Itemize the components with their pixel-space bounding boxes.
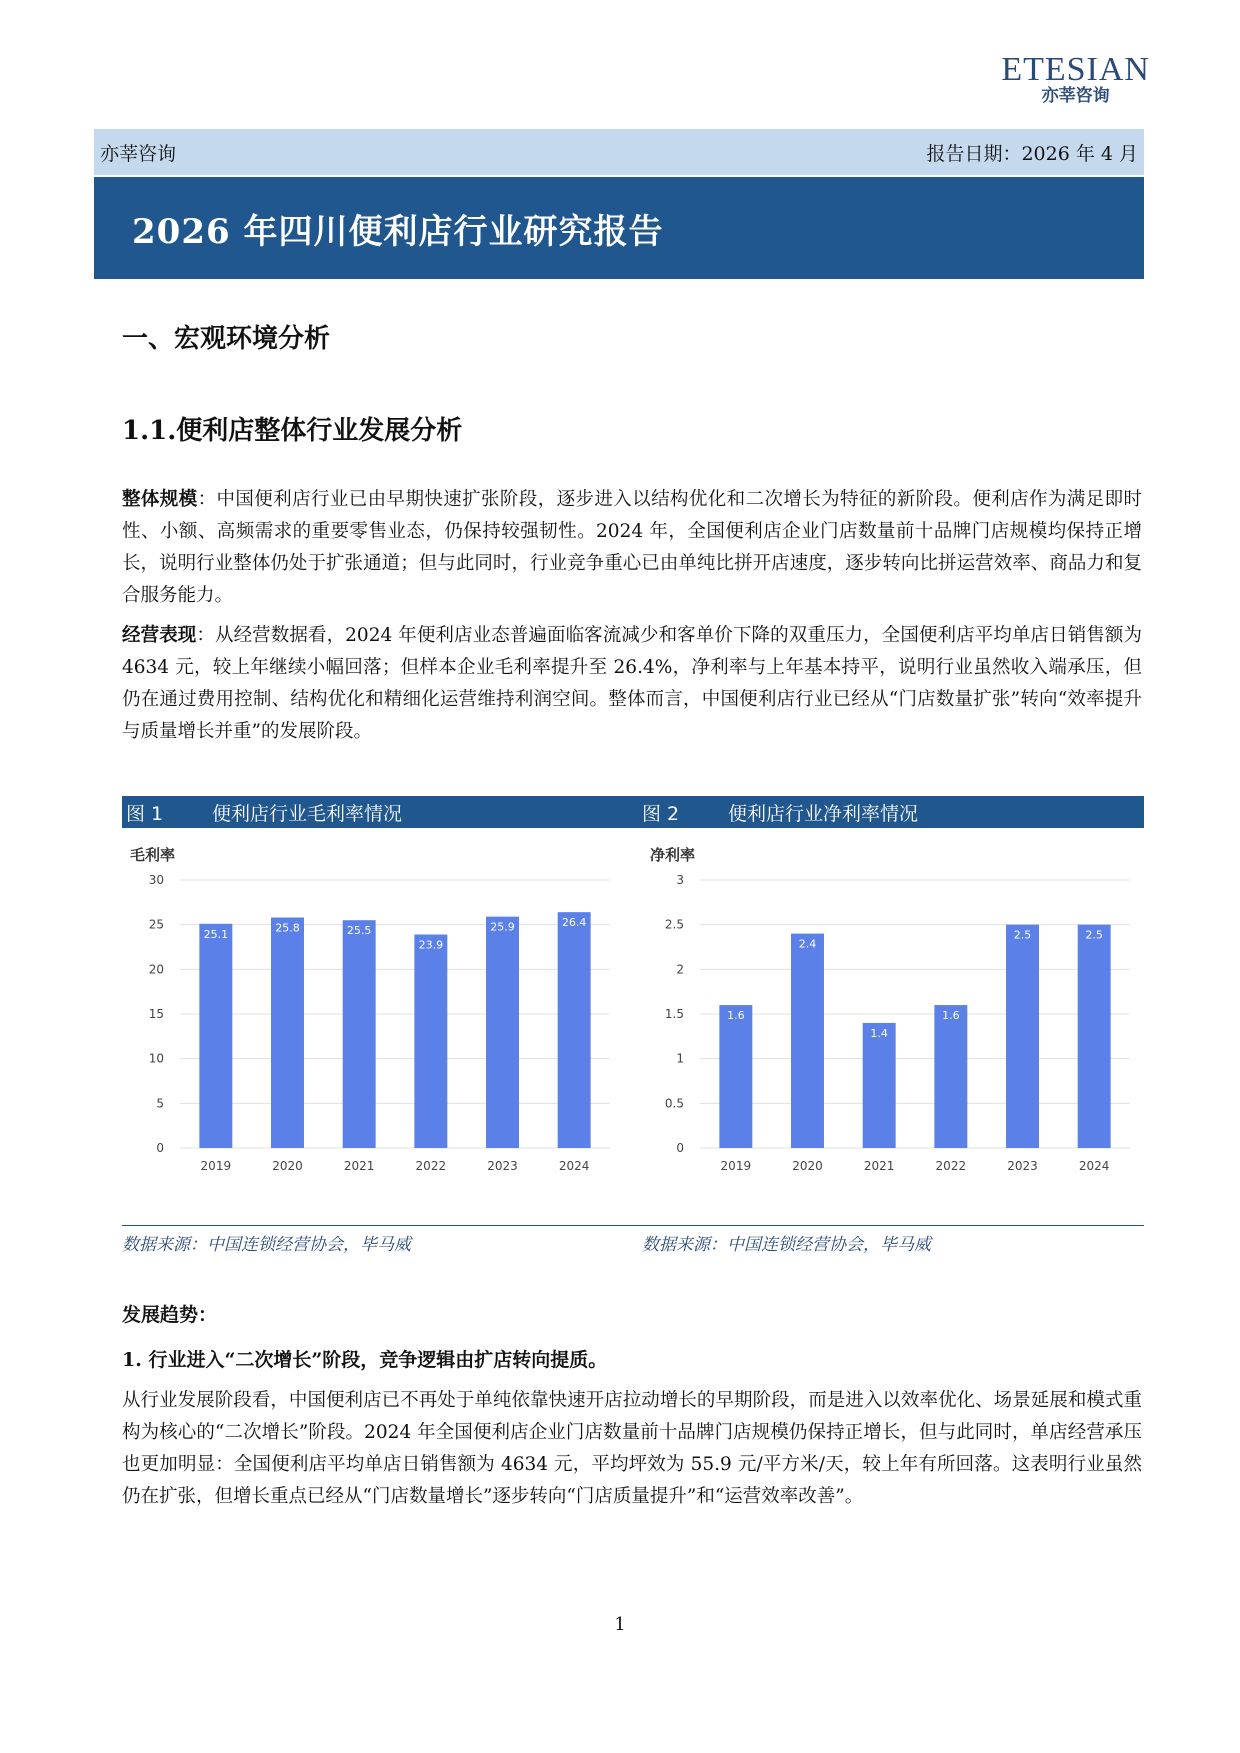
figure-1-source: 数据来源：中国连锁经营协会，毕马威: [122, 1235, 411, 1255]
bar: [414, 934, 447, 1148]
gross-margin-chart-svg: [122, 838, 622, 1223]
bar: [791, 934, 824, 1148]
x-tick-label: 2021: [863, 1159, 895, 1173]
y-tick-label: 1: [676, 1051, 684, 1066]
brand-logo: [1001, 52, 1150, 106]
report-header-bar: [94, 129, 1144, 175]
y-tick-label: 1.5: [664, 1007, 684, 1021]
data-label: 25.5: [346, 924, 372, 938]
y-tick-label: 30: [148, 873, 164, 887]
bar: [199, 924, 232, 1148]
bar: [558, 912, 591, 1148]
trends-label: 发展趋势：: [122, 1304, 218, 1326]
section-heading: 一、宏观环境分析: [122, 324, 331, 354]
figure-2-source: 数据来源：中国连锁经营协会，毕马威: [642, 1235, 931, 1255]
figure-title: 便利店行业毛利率情况: [212, 802, 403, 825]
data-label: 23.9: [418, 938, 444, 952]
header-org: 亦莘咨询: [100, 142, 177, 165]
figure-number: 图 2: [642, 802, 680, 825]
bar: [1078, 925, 1111, 1148]
y-tick-label: 0: [676, 1141, 684, 1155]
y-tick-label: 5: [156, 1096, 164, 1111]
bar: [719, 1005, 752, 1148]
x-tick-label: 2020: [272, 1159, 303, 1173]
net-margin-chart-svg: [642, 838, 1142, 1223]
figure-1-caption-bar: [122, 796, 642, 828]
y-tick-label: 0.5: [664, 1096, 684, 1111]
x-tick-label: 2019: [200, 1159, 232, 1173]
x-tick-label: 2024: [1078, 1159, 1110, 1173]
trend-item-text: 从行业发展阶段看，中国便利店已不再处于单纯依靠快速开店拉动增长的早期阶段，而是进入以效率优化、场景延展和模式重构为核心的“二次增长”阶段。2024 年全国便利店企业门店数量前十品牌门店规模仍保持正增长，但与此同时，单店经营承压也更加明显：全国便利店平均单店日销售额为 4634 元，平均坪效为 55.9 元/平方米/天，较上年有所回落。这表明行业虽然仍在扩张，但增长重点已经从“门店数量增长”逐步转向“门店质量提升”和“运营效率改善”。: [122, 1390, 1142, 1507]
bar: [1006, 925, 1039, 1148]
paragraph-operating-performance: [122, 620, 1142, 748]
data-label: 26.4: [561, 916, 587, 930]
figure-divider: [122, 1225, 1144, 1226]
page-number: 1: [614, 1614, 626, 1635]
data-label: 2.4: [798, 937, 817, 951]
x-tick-label: 2024: [558, 1159, 590, 1173]
bar: [934, 1005, 967, 1148]
y-tick-label: 2.5: [664, 917, 684, 932]
y-tick-label: 3: [676, 873, 684, 887]
data-label: 1.4: [870, 1026, 888, 1040]
paragraph-text: ：中国便利店行业已由早期快速扩张阶段，逐步进入以结构优化和二次增长为特征的新阶段。便利店作为满足即时性、小额、高频需求的重要零售业态，仍保持较强韧性。2024 年，全国便利店企业门店数量前十品牌门店规模均保持正增长，说明行业整体仍处于扩张通道；但与此同时，行业竞争重心已由单纯比拼开店速度，逐步转向比拼运营效率、商品力和复合服务能力。: [122, 489, 1142, 606]
paragraph-text: ：从经营数据看，2024 年便利店业态普遍面临客流减少和客单价下降的双重压力，全国便利店平均单店日销售额为 4634 元，较上年继续小幅回落；但样本企业毛利率提升至 26.4%，净利率与上年基本持平，说明行业虽然收入端承压，但仍在通过费用控制、结构优化和精细化运营维持利润空间。整体而言，中国便利店行业已经从“门店数量扩张”转向“效率提升与质量增长并重”的发展阶段。: [122, 625, 1142, 742]
y-tick-label: 15: [148, 1007, 164, 1021]
x-tick-label: 2019: [720, 1159, 752, 1173]
header-date: 报告日期：2026 年 4 月: [926, 142, 1138, 165]
report-title: 2026 年四川便利店行业研究报告: [132, 211, 664, 252]
paragraph-label: 经营表现: [122, 625, 197, 646]
logo-wordmark: ETESIAN: [1001, 51, 1150, 88]
gross-margin-chart: [122, 838, 622, 1227]
paragraph-label: 整体规模: [122, 489, 198, 510]
bar: [271, 918, 304, 1148]
figure-2-caption-bar: [642, 796, 1144, 828]
y-tick-label: 10: [148, 1051, 164, 1066]
x-tick-label: 2023: [487, 1159, 518, 1173]
x-tick-label: 2020: [792, 1159, 823, 1173]
subsection-heading: 1.1.便利店整体行业发展分析: [122, 416, 463, 446]
x-tick-label: 2022: [935, 1159, 967, 1173]
trend-item-heading: 1. 行业进入“二次增长”阶段，竞争逻辑由扩店转向提质。: [122, 1349, 608, 1371]
data-label: 25.1: [203, 927, 229, 941]
x-tick-label: 2022: [415, 1159, 447, 1173]
bar: [486, 917, 519, 1148]
data-label: 2.5: [1085, 928, 1103, 942]
figure-number: 图 1: [126, 802, 164, 825]
data-label: 1.6: [727, 1009, 745, 1023]
y-axis-label: 毛利率: [130, 846, 176, 864]
data-label: 2.5: [1013, 928, 1032, 942]
data-label: 1.6: [942, 1009, 960, 1023]
y-tick-label: 0: [156, 1141, 164, 1155]
bar: [863, 1023, 896, 1148]
net-margin-chart: [642, 838, 1142, 1227]
y-tick-label: 25: [148, 917, 164, 932]
x-tick-label: 2021: [343, 1159, 375, 1173]
title-banner: [94, 177, 1144, 279]
data-label: 25.8: [275, 921, 300, 935]
paragraph-overall-scale: [122, 484, 1142, 612]
bar: [343, 920, 376, 1148]
logo-cn-name: 亦莘咨询: [1041, 86, 1110, 106]
figure-title: 便利店行业净利率情况: [728, 802, 919, 825]
y-axis-label: 净利率: [650, 846, 696, 864]
y-tick-label: 20: [148, 962, 164, 977]
data-label: 25.9: [490, 920, 515, 934]
y-tick-label: 2: [676, 962, 684, 977]
x-tick-label: 2023: [1007, 1159, 1038, 1173]
